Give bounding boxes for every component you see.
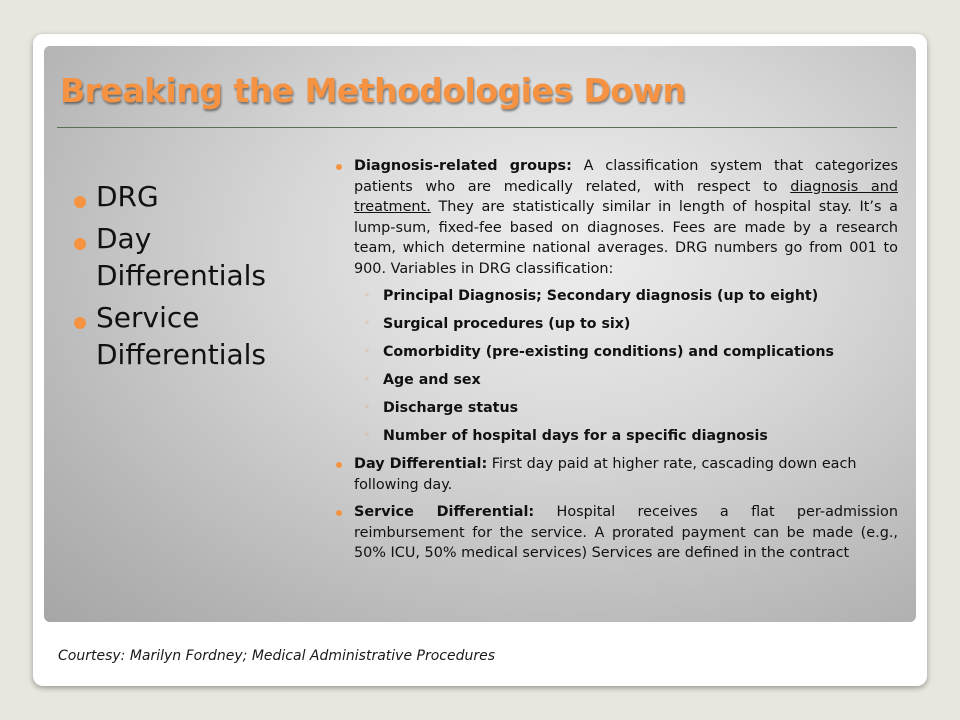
service-differential-text: Hospital receives a flat per-admission reimbursement for the service. A prorated payment can be made (e.g., 50% ICU, 50% medical services) Services are defined in the contract	[354, 504, 898, 561]
day-differential-label: Day Differential:	[354, 456, 488, 472]
service-differential-label: Service Differential:	[354, 504, 535, 520]
sub-bullet-icon: ◦	[364, 346, 370, 357]
drg-underlined-text: diagnosis and treatment.	[354, 178, 898, 215]
left-bullet-day-differentials: Day Differentials	[74, 220, 314, 295]
sub-bullet-icon: ◦	[364, 290, 370, 301]
sub-bullet-icon: ◦	[364, 402, 370, 413]
drg-variable-text: Comorbidity (pre-existing conditions) and complications	[383, 344, 834, 360]
drg-variable-text: Discharge status	[383, 400, 519, 416]
drg-variable-item	[336, 370, 898, 391]
courtesy-caption: Courtesy: Marilyn Fordney; Medical Administrative Procedures	[58, 648, 496, 664]
sub-bullet-icon: ◦	[364, 318, 370, 329]
drg-paragraph	[336, 156, 898, 279]
drg-variable-text: Age and sex	[383, 372, 481, 388]
drg-variable-item	[336, 398, 898, 419]
day-differential-paragraph	[336, 454, 898, 495]
left-bullet-drg: DRG	[74, 178, 314, 216]
drg-variable-item	[336, 286, 898, 307]
sub-bullet-icon: ◦	[364, 374, 370, 385]
sub-bullet-icon: ◦	[364, 430, 370, 441]
drg-variable-item	[336, 342, 898, 363]
title-divider	[57, 127, 897, 128]
service-differential-paragraph	[336, 502, 898, 564]
drg-text-1: A classification system that categorizes patients who are medically related, with respect to	[354, 158, 898, 195]
drg-variable-text: Principal Diagnosis; Secondary diagnosis (up to eight)	[383, 288, 819, 304]
left-bullet-service-differentials: Service Differentials	[74, 299, 314, 374]
drg-variable-text: Surgical procedures (up to six)	[383, 316, 631, 332]
day-differential-text: First day paid at higher rate, cascading down each following day.	[354, 456, 857, 493]
drg-variable-item	[336, 314, 898, 335]
right-detail-column	[336, 156, 898, 571]
drg-label: Diagnosis-related groups:	[354, 158, 572, 174]
left-bullet-list	[74, 178, 314, 378]
drg-variable-item	[336, 426, 898, 447]
drg-variable-text: Number of hospital days for a specific diagnosis	[383, 428, 768, 444]
drg-text-2: They are statistically similar in length of hospital stay. It’s a lump-sum, fixed-fee based on diagnoses. Fees are made by a research team, which determine national averages. DRG numbers go from 001 to 900. Variables in DRG classification:	[354, 199, 898, 277]
slide-title: Breaking the Methodologies Down	[60, 71, 686, 110]
